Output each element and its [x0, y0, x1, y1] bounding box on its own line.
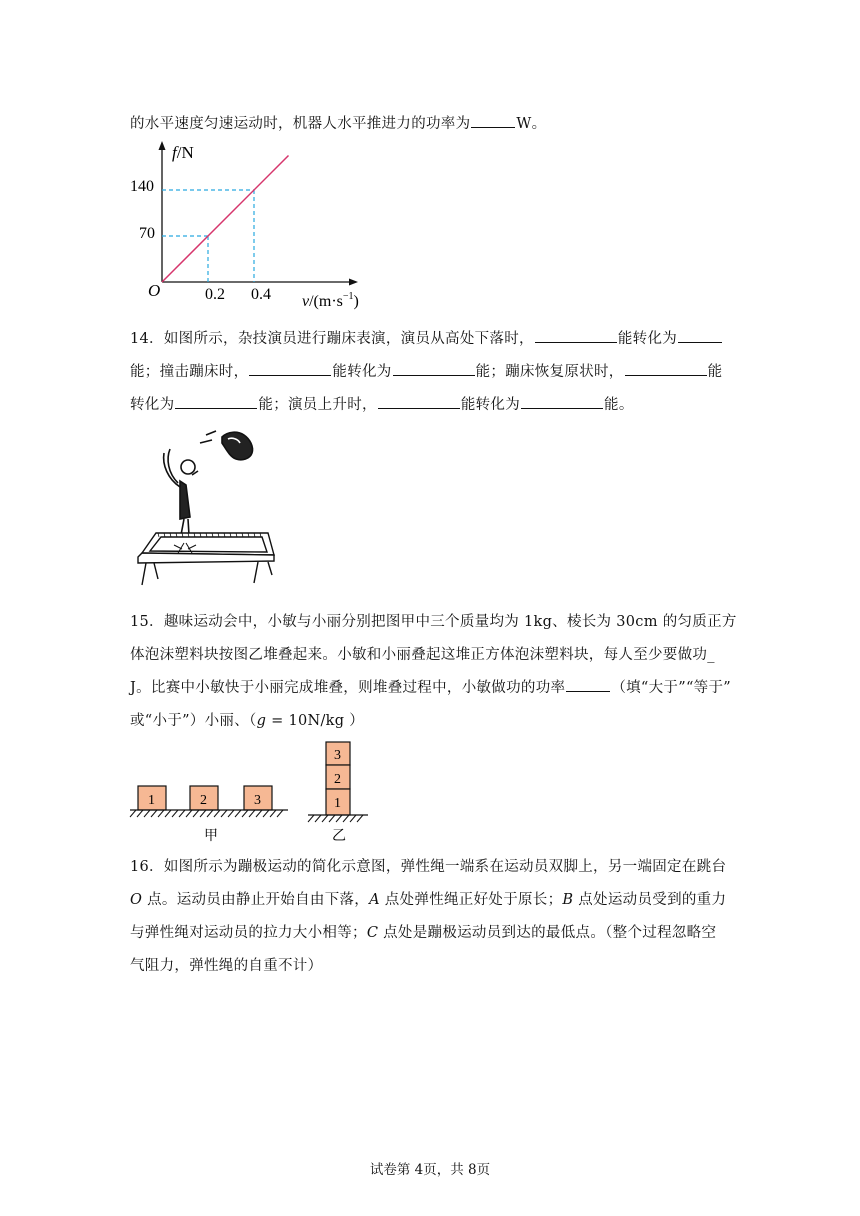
q15-power-blank — [566, 677, 610, 692]
q14-blank-6 — [175, 394, 257, 409]
hatch-mark — [308, 815, 314, 822]
hatch-mark — [256, 810, 262, 817]
q16-l3-b: 点处是蹦极运动员到达的最低点。（整个过程忽略空 — [378, 925, 717, 941]
y-tick-70: 70 — [139, 225, 155, 242]
yi-label: 乙 — [332, 829, 346, 844]
q14-blank-3 — [249, 361, 331, 376]
q15-l3-b: （填“大于”“等于” — [611, 680, 731, 696]
q15-line-3 — [130, 676, 731, 697]
jia-label: 甲 — [204, 829, 218, 844]
q14-line-3 — [130, 393, 634, 414]
hatch-mark — [172, 810, 178, 817]
q14-blank-5 — [625, 361, 707, 376]
hatch-mark — [242, 810, 248, 817]
y-label-unit: /N — [176, 143, 194, 162]
flying-acrobat — [200, 431, 253, 460]
hatch-mark — [144, 810, 150, 817]
y-axis-label — [172, 143, 194, 162]
x-axis-arrow — [349, 279, 358, 286]
q15-line-2: 体泡沫塑料块按图乙堆叠起来。小敏和小丽叠起这堆正方体泡沫塑料块，每人至少要做功_ — [130, 647, 715, 663]
q14-l2-b: 能转化为 — [332, 364, 392, 380]
q14-blank-8 — [521, 394, 603, 409]
yi-block-3-label: 3 — [334, 748, 341, 763]
hatch-mark — [186, 810, 192, 817]
hatch-mark — [315, 815, 321, 822]
q15-line-1: 15．趣味运动会中，小敏与小丽分别把图甲中三个质量均为 1kg、棱长为 30cm 的匀质正方 — [130, 614, 737, 630]
q16-point-A: A — [369, 892, 380, 908]
yi-block-2-label: 2 — [334, 772, 341, 787]
hatch-mark — [277, 810, 283, 817]
x-tick-0.4: 0.4 — [251, 286, 271, 303]
q16-l2-a: 点。运动员由静止开始自由下落， — [142, 892, 370, 908]
trampoline-acrobat-illustration — [128, 425, 278, 595]
hatch-mark — [350, 815, 356, 822]
q14-l3-c: 能转化为 — [460, 397, 521, 413]
q16-point-B: B — [562, 892, 574, 908]
q14-blank-2 — [678, 328, 722, 343]
x-tick-0.2: 0.2 — [205, 286, 225, 303]
q14-l2-d: 能 — [707, 364, 723, 380]
hatch-mark — [221, 810, 227, 817]
figure-jia — [130, 786, 288, 844]
q14-l1-b: 能转化为 — [617, 331, 678, 347]
q14-l1-a: 14．如图所示，杂技演员进行蹦床表演，演员从高处下落时， — [130, 331, 534, 347]
q13-power-blank — [471, 113, 515, 128]
y-tick-140: 140 — [130, 178, 154, 195]
hatch-mark — [207, 810, 213, 817]
jia-block-1-label: 1 — [148, 793, 155, 808]
blocks-figure — [128, 738, 378, 848]
trampoline — [138, 533, 274, 585]
hatch-mark — [235, 810, 241, 817]
q14-line-1 — [130, 327, 723, 348]
hatch-mark — [322, 815, 328, 822]
q14-l3-a: 转化为 — [130, 397, 175, 413]
q16-line-2 — [130, 888, 726, 909]
hatch-mark — [200, 810, 206, 817]
yi-ground-hatch — [308, 815, 363, 822]
hatch-mark — [137, 810, 143, 817]
hatch-mark — [214, 810, 220, 817]
hatch-mark — [336, 815, 342, 822]
hatch-mark — [263, 810, 269, 817]
q16-l2-b: 点处弹性绳正好处于原长； — [379, 892, 563, 908]
force-velocity-graph — [130, 138, 370, 313]
hatch-mark — [179, 810, 185, 817]
q16-line-3 — [130, 921, 716, 942]
q16-line-4: 气阻力，弹性绳的自重不计） — [130, 958, 323, 974]
q16-point-C: C — [366, 925, 379, 941]
y-axis-arrow — [159, 141, 166, 150]
hatch-mark — [357, 815, 363, 822]
yi-block-1-label: 1 — [334, 796, 341, 811]
x-axis-label — [302, 291, 359, 310]
origin-label: O — [148, 281, 161, 300]
jia-ground-hatch — [130, 810, 283, 817]
q13-text-post: W。 — [516, 116, 547, 132]
hatch-mark — [193, 810, 199, 817]
q15-l4-b: = 10N/kg ） — [266, 713, 365, 729]
q13-text-line — [130, 112, 546, 133]
hatch-mark — [151, 810, 157, 817]
hatch-mark — [249, 810, 255, 817]
q15-l3-a: J。比赛中小敏快于小丽完成堆叠，则堆叠过程中，小敏做功的功率 — [130, 680, 566, 696]
hatch-mark — [270, 810, 276, 817]
hatch-mark — [165, 810, 171, 817]
q16-l2-c: 点处运动员受到的重力 — [573, 892, 727, 908]
q14-line-2 — [130, 360, 722, 381]
hatch-mark — [130, 810, 136, 817]
hatch-mark — [343, 815, 349, 822]
q14-blank-4 — [393, 361, 475, 376]
q13-text-pre: 的水平速度匀速运动时，机器人水平推进力的功率为 — [130, 116, 471, 132]
q14-l2-a: 能；撞击蹦床时， — [130, 364, 249, 380]
series-line — [162, 156, 289, 283]
figure-yi — [308, 742, 368, 844]
q15-l4-a: 或“小于”）小丽、（ — [130, 713, 257, 729]
q16-l3-a: 与弹性绳对运动员的拉力大小相等； — [130, 925, 367, 941]
q14-l3-b: 能；演员上升时， — [258, 397, 377, 413]
hatch-mark — [329, 815, 335, 822]
q14-l2-c: 能；蹦床恢复原状时， — [475, 364, 624, 380]
q14-blank-7 — [378, 394, 460, 409]
q14-blank-1 — [535, 328, 617, 343]
q15-line-4 — [130, 709, 364, 730]
y-label-symbol: f — [172, 143, 177, 162]
q14-l3-d: 能。 — [604, 397, 634, 413]
x-label-unit: /(m·s — [309, 293, 343, 310]
q16-point-O: O — [130, 892, 143, 908]
jia-block-2-label: 2 — [200, 793, 207, 808]
page-footer: 试卷第 4页，共 8页 — [369, 1162, 491, 1178]
hatch-mark — [158, 810, 164, 817]
hatch-mark — [228, 810, 234, 817]
x-label-close: ) — [353, 293, 359, 310]
jia-block-3-label: 3 — [254, 793, 261, 808]
q16-line-1: 16．如图所示为蹦极运动的简化示意图，弹性绳一端系在运动员双脚上，另一端固定在跳台 — [130, 859, 727, 875]
x-label-symbol: v — [302, 293, 310, 310]
x-label-exponent: −1 — [342, 291, 354, 302]
q15-g-symbol: g — [256, 713, 267, 729]
